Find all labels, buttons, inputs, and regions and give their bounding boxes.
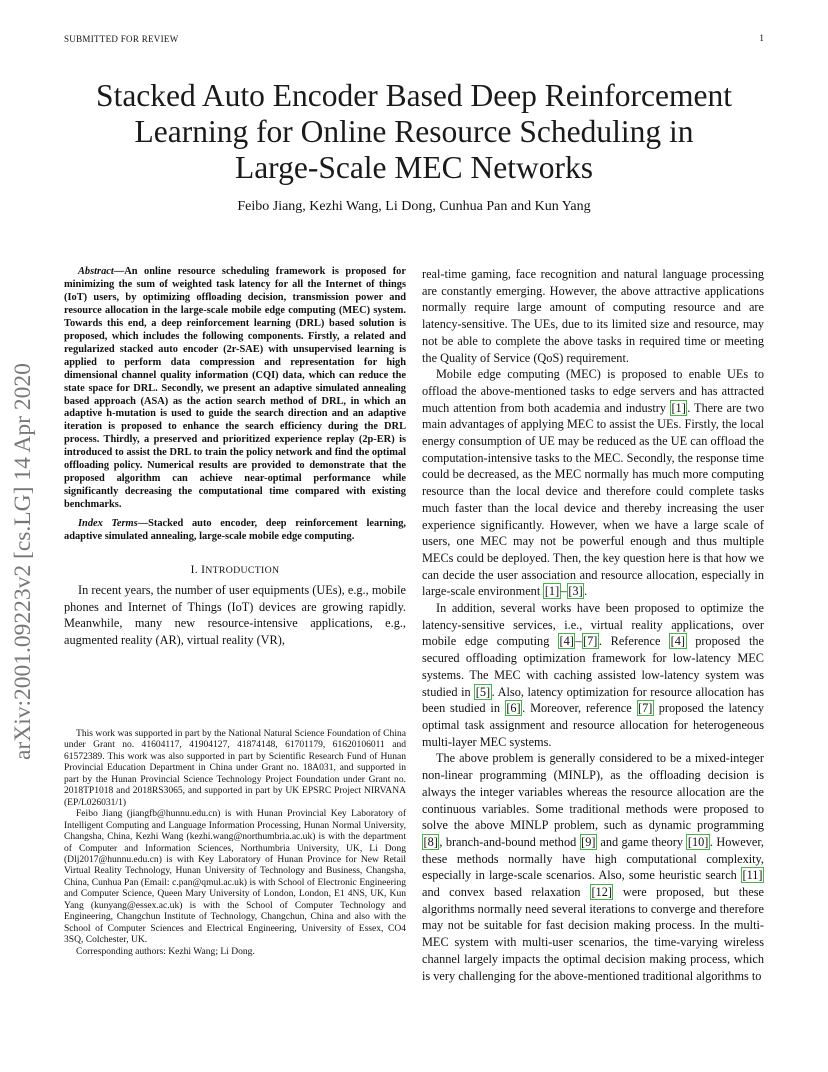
citation-link[interactable]: [11] <box>742 868 763 883</box>
intro-paragraph: In recent years, the number of user equipments (UEs), e.g., mobile phones and Internet of Things (IoT) devices are growing rapidly. Meanwhile, many new resource-intensive applications, e.g., augmented reality (AR), virtual reality (VR), <box>64 583 406 648</box>
paragraph-latency <box>422 600 764 750</box>
footnote-corresponding: Corresponding authors: Kezhi Wang; Li Dong. <box>76 945 255 957</box>
text-run: – <box>560 584 567 599</box>
footnote-funding: This work was supported in part by the National Natural Science Foundation of China under Grant no. 41604117, 41904127, 41874148, 61701179, 61620106011 and 61572389. This work was also supported in part by Scientific Research Fund of Hunan Provincial Education Department in China under Grant no. 18A031, and supported in part by the Hunan Provincial Science Technology Project Foundation under Grant no. 2018TP1018 and 2018RS3065, and supported in part by UK EPSRC Project NIRVANA (EP/L026031/1) <box>64 728 406 808</box>
text-run: and convex based relaxation <box>422 885 590 900</box>
abstract-label: Abstract <box>78 266 114 277</box>
citation-link[interactable]: [5] <box>475 684 491 699</box>
section-numeral: I. I <box>190 564 206 577</box>
citation-link[interactable]: [9] <box>581 834 596 849</box>
text-run: In addition, several works have been proposed to optimize the latency-sensitive services, i.e., virtual reality applications, over mobile edge computing <box>422 601 764 649</box>
text-run: . Also, latency optimization for resource allocation has been studied in <box>422 684 764 716</box>
index-terms-label: Index Terms <box>78 518 138 530</box>
abstract <box>64 266 406 512</box>
citation-link[interactable]: [8] <box>423 834 438 849</box>
right-column <box>422 266 764 984</box>
text-run: proposed the latency optimal task assignment and resource allocation for heterogeneous multi-layer MEC systems. <box>422 701 764 749</box>
text-run: and game theory <box>596 834 687 849</box>
author-list: Feibo Jiang, Kezhi Wang, Li Dong, Cunhua Pan and Kun Yang <box>237 199 591 214</box>
citation-link[interactable]: [10] <box>687 834 709 849</box>
citation-link[interactable]: [7] <box>583 634 598 649</box>
section-name: NTRODUCTION <box>205 565 280 577</box>
text-run: – <box>575 634 582 649</box>
footnote-affiliations: Feibo Jiang (jiangfb@hunnu.edu.cn) is with Hunan Provincial Key Laboratory of Intelligent Computing and Language Information Processing, Hunan Normal University, Changsha, China, Kezhi Wang (kezhi.wang@northumbria.ac.uk) is with the department of Computer and Information Sciences, Northumbria University, UK, Li Dong (Dlj2017@hunnu.edu.cn) is with Key Laboratory of Hunan Province for New Retail Virtual Reality Technology, Hunan University of Technology and Business, Changsha, China, Cunhua Pan (Email: c.pan@qmul.ac.uk) is with School of Electronic Engineering and Computer Science, Queen Mary University of London, London, E1 4NS, UK, Kun Yang (kunyang@essex.ac.uk) is with the School of Computer Technology and Engineering, Changchun Institute of Technology, Changchun, China and also with the School of Computer Sciences and Electrical Engineering, University of Essex, CO4 3SQ, Colchester, UK. <box>64 808 406 946</box>
index-terms <box>64 518 406 544</box>
paragraph-mec <box>422 366 764 600</box>
citation-link[interactable]: [4] <box>559 634 574 649</box>
title-line: Learning for Online Resource Scheduling in <box>134 114 694 149</box>
abstract-text: —An online resource scheduling framework is proposed for minimizing the sum of weighted task latency for all the Internet of things (IoT) users, by optimizing offloading decision, transmission power and resource allocation in the large-scale mobile edge computing (MEC) system. Towards this end, a deep reinforcement learning (DRL) based solution is proposed, which includes the following components. Firstly, a related and regularized stacked auto encoder (2r-SAE) with unsupervised learning is applied to perform data compression and representation for high dimensional channel quality information (CQI) data, which can reduce the state space for DRL. Secondly, we present an adaptive simulated annealing based approach (ASA) as the action search method of DRL, in which an adaptive h-mutation is used to guide the search direction and an adaptive iteration is proposed to enhance the search efficiency during the DRL process. Thirdly, a preserved and prioritized experience replay (2p-ER) is introduced to assist the DRL to train the policy network and find the optimal offloading policy. Numerical results are provided to demonstrate that the proposed algorithm can achieve near-optimal performance while significantly decreasing the computational time compared with existing benchmarks. <box>64 266 406 511</box>
text-run: . However, these methods normally have high computational complexity, especially in large-scale scenarios. Also, some heuristic search <box>422 834 764 883</box>
text-run: proposed the secured offloading optimization framework for low-latency MEC systems. The MEC with caching assisted low-latency system was studied in <box>422 634 764 699</box>
text-run: The above problem is generally considered to be a mixed-integer non-linear programming (MINLP), as the offloading decision is always the integer variables whereas the resource allocation are the continuous variables. Some traditional methods were proposed to solve the above MINLP problem, such as dynamic programming <box>422 751 764 833</box>
arxiv-identifier: arXiv:2001.09223v2 [cs.LG] 14 Apr 2020 <box>10 363 36 760</box>
left-column <box>64 266 406 649</box>
citation-link[interactable]: [4] <box>670 634 685 649</box>
citation-link[interactable]: [12] <box>591 885 612 900</box>
text-run: . There are two main advantages of applying MEC to assist the UEs. Firstly, the local energy consumption of UE may be reduced as the UE can offload the computation-intensive tasks to the MEC. Secondly, the response time could be decreased, as the MEC normally has much more computing resource than the local device and therefore could complete tasks much faster than the local device and thereby increasing the user experience significantly. However, when we have a large scale of users, one MEC may not be powerful enough and thus multiple MECs could be deployed. Then, the key question here is that how we can decide the user association and resource allocation, especially in large-scale environment <box>422 400 764 599</box>
index-terms-text: —Stacked auto encoder, deep reinforcement learning, adaptive simulated annealing, large-scale mobile edge computing. <box>64 518 406 543</box>
citation-link[interactable]: [7] <box>638 701 653 716</box>
text-run: were proposed, but these algorithms normally need several iterations to converge and therefore may not be suitable for fast decision making process. In the multi-MEC system with multi-user scenarios, the time-varying wireless channel largely impacts the optimal decision making process, which is very challenging for the above-mentioned traditional algorithms to <box>422 885 764 983</box>
text-run: . <box>584 584 588 599</box>
paragraph-continuation: real-time gaming, face recognition and natural language processing are constantly emerging. However, the above attractive applications normally require large amount of computing resource and are latency-sensitive. The UEs, due to its limited size and resource, may not be able to complete the above tasks in required time or meeting the Quality of Service (QoS) requirement. <box>422 267 764 365</box>
text-run: . Reference <box>598 634 670 649</box>
page-number: 1 <box>759 34 764 44</box>
citation-link[interactable]: [3] <box>568 584 583 599</box>
text-run: Mobile edge computing (MEC) is proposed to enable UEs to offload the above-mentioned tasks to edge servers and has attracted much attention from both academia and industry <box>422 367 764 415</box>
footnotes <box>64 728 406 957</box>
title-line: Stacked Auto Encoder Based Deep Reinforcement <box>96 78 732 113</box>
paragraph-minlp <box>422 750 764 984</box>
section-heading <box>64 564 406 576</box>
citation-link[interactable]: [6] <box>506 701 521 716</box>
citation-link[interactable]: [1] <box>544 584 560 599</box>
title-line: Large-Scale MEC Networks <box>234 150 594 185</box>
paper-title <box>40 78 788 186</box>
citation-link[interactable]: [1] <box>671 400 686 415</box>
text-run: , branch-and-bound method <box>439 834 580 849</box>
text-run: . Moreover, reference <box>522 701 637 716</box>
running-head: SUBMITTED FOR REVIEW <box>64 34 179 44</box>
